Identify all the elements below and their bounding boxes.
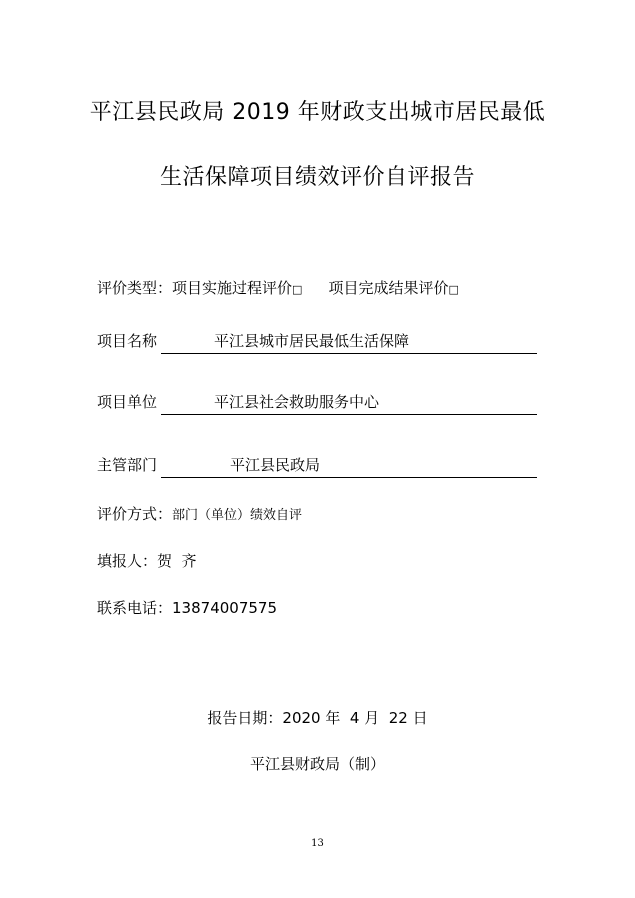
eval-type-label: 评价类型： — [97, 279, 173, 297]
project-unit-label: 项目单位 — [97, 393, 158, 411]
checkbox-process-eval[interactable]: □ — [292, 283, 303, 296]
project-unit-underline — [161, 414, 537, 415]
project-name-underline — [161, 353, 537, 354]
project-name-value: 平江县城市居民最低生活保障 — [214, 332, 410, 350]
project-unit-value: 平江县社会救助服务中心 — [214, 393, 380, 411]
eval-method-value: 部门（单位）绩效自评 — [172, 508, 303, 523]
department-label: 主管部门 — [97, 456, 158, 474]
eval-method-row — [97, 503, 302, 524]
report-date: 报告日期：2020 年 4 月 22 日 — [207, 709, 428, 727]
filler-row — [97, 550, 197, 571]
eval-type-row — [97, 277, 459, 298]
project-name-field — [97, 330, 537, 354]
filler-label: 填报人： — [97, 552, 158, 570]
checkbox-result-eval[interactable]: □ — [448, 283, 459, 296]
page-number: 13 — [311, 838, 324, 849]
contact-label: 联系电话： — [97, 599, 173, 617]
option-process-eval: 项目实施过程评价 — [172, 279, 293, 297]
filler-value: 贺 齐 — [157, 552, 197, 570]
eval-method-label: 评价方式： — [97, 505, 173, 523]
issuer: 平江县财政局（制） — [249, 755, 385, 773]
report-title-line-1: 平江县民政局 2019 年财政支出城市居民最低 — [89, 100, 546, 125]
project-unit-field — [97, 391, 537, 415]
project-name-label: 项目名称 — [97, 332, 158, 350]
department-field — [97, 454, 537, 478]
department-underline — [161, 477, 537, 478]
department-value: 平江县民政局 — [230, 456, 321, 474]
option-result-eval: 项目完成结果评价 — [328, 279, 449, 297]
contact-value: 13874007575 — [172, 599, 277, 617]
contact-row — [97, 597, 277, 618]
report-title-line-2: 生活保障项目绩效评价自评报告 — [159, 165, 475, 190]
